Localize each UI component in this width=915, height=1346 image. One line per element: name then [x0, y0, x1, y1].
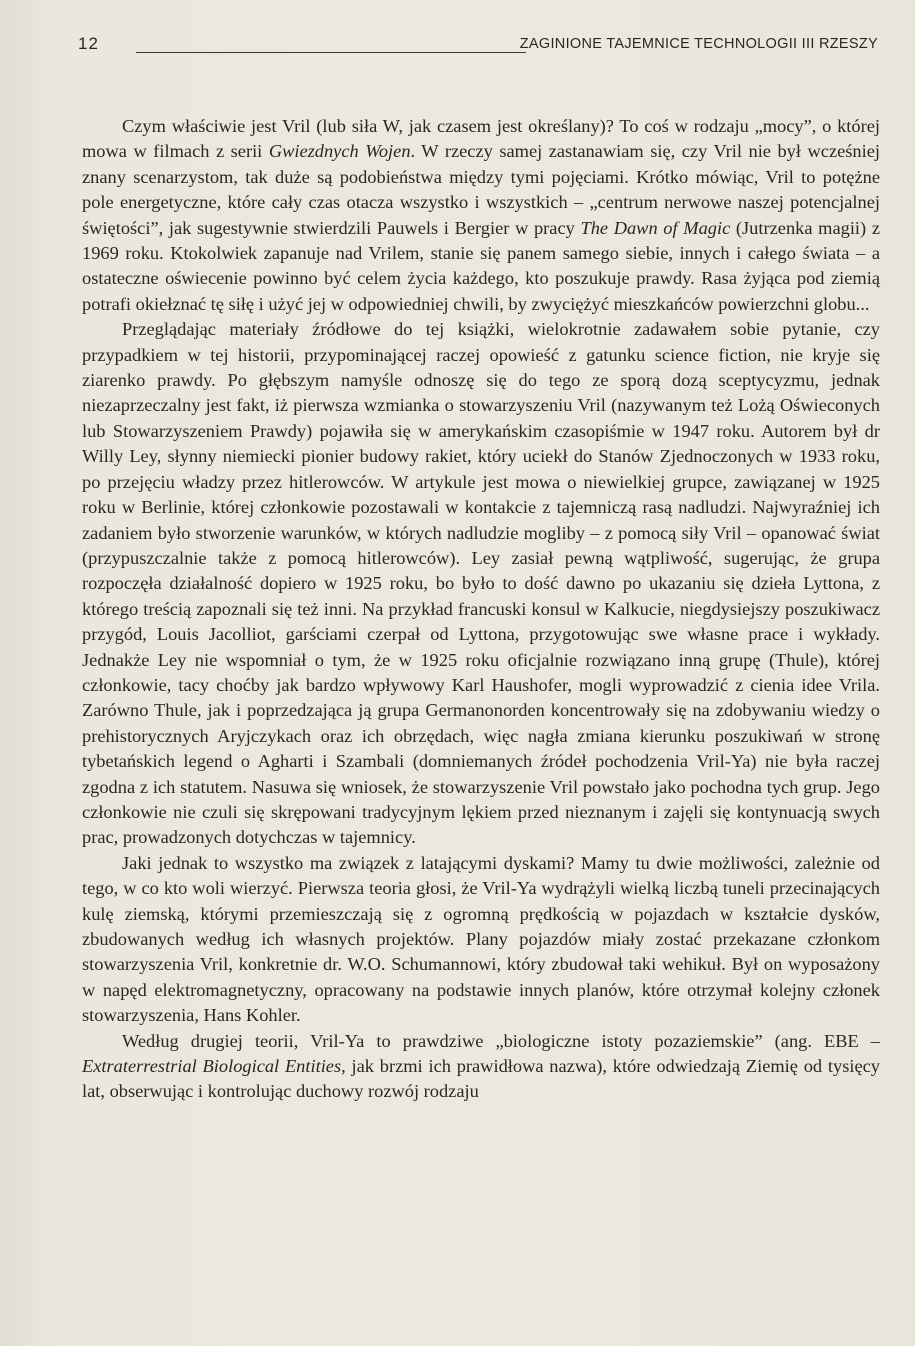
book-title: ZAGINIONE TAJEMNICE TECHNOLOGII III RZESZY — [519, 36, 878, 52]
italic-run: Gwiezdnych Wojen — [268, 141, 411, 162]
italic-run: The Dawn of Magic — [580, 217, 731, 238]
paragraph — [82, 851, 880, 1029]
paragraph — [82, 114, 880, 317]
running-head — [78, 34, 878, 58]
italic-run: Extraterrestrial Biological Entities — [82, 1056, 342, 1077]
page-number: 12 — [78, 34, 99, 53]
text-run: (Jutrzenka magii) z 1969 roku. Ktokolwiek zapanuje nad Vrilem, stanie się panem samego siebie, innych i całego świata – a ostateczne oświecenie powinno być celem życia każdego, kto poszukuje prawdy. Rasa żyjąca pod ziemią potrafi okiełznać tę siłę i użyć jej w odpowiedniej chwili, by zwyciężyć mieszkańców powierzchni globu... — [82, 217, 880, 314]
text-run: , jak brzmi ich prawidłowa nazwa), które odwiedzają Ziemię od tysięcy lat, obserwując i kontrolując duchowy rozwój rodzaju — [82, 1056, 881, 1102]
paragraph — [82, 1029, 880, 1105]
header-rule — [136, 52, 526, 53]
text-run: . W rzeczy samej zastanawiam się, czy Vril nie był wcześniej znany scenarzystom, tak duże są podobieństwa między tymi pojęciami. Krótko mówiąc, Vril to potężne pole energetyczne, które cały czas otacza wszystko i wszystkich – „centrum nerwowe naszej potencjalnej świętości”, jak sugestywnie stwierdzili Pauwels i Bergier w pracy — [82, 141, 881, 238]
text-run: Według drugiej teorii, Vril-Ya to prawdziwe „biologiczne istoty pozaziemskie” (ang. EBE – — [122, 1030, 880, 1051]
paragraph — [82, 317, 880, 851]
text-run: Przeglądając materiały źródłowe do tej książki, wielokrotnie zadawałem sobie pytanie, czy przypadkiem w tej historii, przypominającej raczej opowieść z gatunku science fiction, nie kryje się ziarenko prawdy. Po głębszym namyśle odnoszę się do tego ze sporą dozą sceptycyzmu, jednak niezaprzeczalny jest fakt, iż pierwsza wzmianka o stowarzyszeniu Vril (nazywanym też Lożą Oświeconych lub Stowarzyszeniem Prawdy) pojawiła się w amerykańskim czasopiśmie w 1947 roku. Autorem był dr Willy Ley, słynny niemiecki pionier budowy rakiet, który uciekł do Stanów Zjednoczonych w 1933 roku, po przejęciu władzy przez hitlerowców. W artykule jest mowa o niewielkiej grupce, zawiązanej w 1925 roku w Berlinie, której członkowie pozostawali w kontakcie z tajemniczą rasą nadludzi. Najwyraźniej ich zadaniem było stworzenie warunków, w których nadludzie mogliby – z pomocą siły Vril – opanować świat (przypuszczalnie także z pomocą hitlerowców). Ley zasiał pewną wątpliwość, sugerując, że grupa rozpoczęła działalność dopiero w 1925 roku, bo było to dość dawno po ukazaniu się dzieła Lyttona, z którego treścią zapoznali się też inni. Na przykład francuski konsul w Kalkucie, niegdysiejszy poszukiwacz przygód, Louis Jacolliot, garściami czerpał od Lyttona, przygotowując swe własne prace i wykłady. Jednakże Ley nie wspomniał o tym, że w 1925 roku oficjalnie rozwiązano inną grupę (Thule), której członkowie, tacy choćby jak bardzo wpływowy Karl Haushofer, mogli wyprowadzić z cienia idee Vrila. Zarówno Thule, jak i poprzedzająca ją grupa Germanonorden koncentrowały się na zdobywaniu wiedzy o prehistorycznych Aryjczykach oraz ich obrzędach, więc nagła zmiana kierunku poszukiwań w stronę tybetańskich legend o Agharti i Szambali (domniemanych źródeł pochodzenia Vril-Ya) nie była raczej zgodna z ich statutem. Nasuwa się wniosek, że stowarzyszenie Vril powstało jako pochodna tych grup. Jego członkowie nie czuli się skrępowani tradycyjnym lękiem przed nieznanym i zajęli się kontynuacją swych prac, prowadzonych dotychczas w tajemnicy. — [82, 319, 880, 848]
text-run: Jaki jednak to wszystko ma związek z latającymi dyskami? Mamy tu dwie możliwości, zależnie od tego, w co kto woli wierzyć. Pierwsza teoria głosi, że Vril-Ya wydrążyli wielką liczbą tuneli przecinających kulę ziemską, którymi przemieszczają się z ogromną prędkością w pojazdach w kształcie dysków, zbudowanych według ich własnych projektów. Plany pojazdów miały zostać przekazane członkom stowarzyszenia Vril, konkretnie dr. W.O. Schumannowi, który zbudował taki wehikuł. Był on wyposażony w napęd elektromagnetyczny, opracowany na podstawie innych planów, które otrzymał kolejny członek stowarzyszenia, Hans Kohler. — [82, 852, 880, 1026]
body-text — [82, 114, 880, 1105]
text-run: Czym właściwie jest Vril (lub siła W, jak czasem jest określany)? To coś w rodzaju „mocy”, o której mowa w filmach z serii — [82, 116, 880, 162]
